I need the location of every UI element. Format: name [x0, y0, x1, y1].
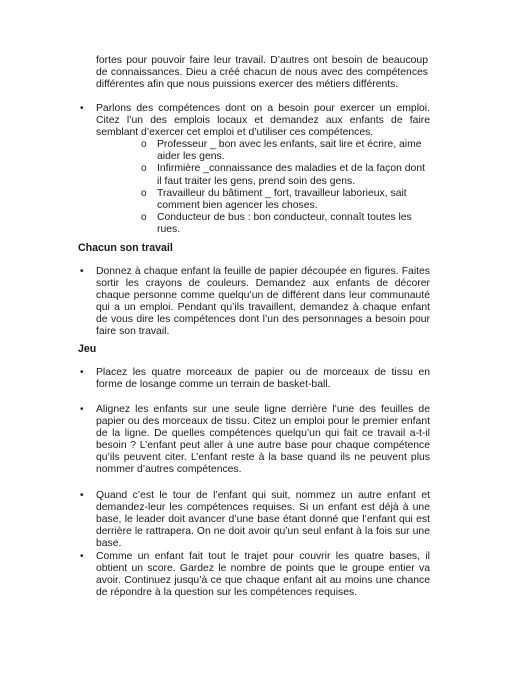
sub-item-text: Conducteur de bus : bon conducteur, connaît toutes les rues. [157, 211, 412, 235]
list-item [78, 404, 430, 477]
bullet-icon: • [80, 103, 84, 114]
circle-bullet-icon: o [141, 139, 147, 151]
sub-item-text: Travailleur du bâtiment _ fort, travailleur laborieux, sait comment bien agencer les choses. [157, 187, 407, 211]
bullet-icon: • [80, 404, 84, 415]
sub-list [78, 139, 430, 236]
section2-bullet-3 [78, 490, 430, 550]
sub-item-text: Professeur _ bon avec les enfants, sait lire et écrire, aime aider les gens. [157, 139, 422, 163]
list-item [78, 266, 430, 339]
bullet-text: Quand c’est le tour de l’enfant qui suit, nommez un autre enfant et demandez-leur les compétences requises. Si un enfant est déjà à une base, le leader doit avancer d’une base étant donné que l’enfant qui est derrière le rattrapera. On ne doit avoir qu’un seul enfant à la fois sur une base. [96, 490, 430, 550]
circle-bullet-icon: o [141, 163, 147, 175]
section1-bullets [78, 266, 430, 339]
bullet-icon: • [80, 490, 84, 501]
intro-bullet [78, 103, 430, 236]
circle-bullet-icon: o [141, 187, 147, 199]
bullet-icon: • [80, 367, 84, 378]
bullet-text: Alignez les enfants sur une seule ligne derrière l’une des feuilles de papier ou des morceaux de tissu. Citez un emploi pour le premier enfant de la ligne. De quelles compétences quelqu’un qui fait ce travail a-t-il besoin ? L’enfant peut aller à une autre base pour chaque compétence qu’ils peuvent citer. L’enfant reste à la base quand ils ne peuvent plus nommer d’autres compétences. [96, 404, 430, 476]
sub-list-item [78, 188, 430, 212]
intro-bullet-text: Parlons des compétences dont on a besoin pour exercer un emploi. Citez l’un des emplois locaux et demandez aux enfants de faire semblant d’exercer cet emploi et d’utiliser ces compétences. [96, 103, 430, 139]
section-heading: Chacun son travail [78, 242, 173, 254]
continuation-paragraph: fortes pour pouvoir faire leur travail. D’autres ont besoin de beaucoup de connaissances. Dieu a créé chacun de nous avec des compétences différentes afin que nous puissions exercer des métiers différents. [96, 55, 428, 91]
list-item [78, 490, 430, 550]
sub-list-item [78, 212, 430, 236]
circle-bullet-icon: o [141, 211, 147, 223]
section2-bullet-2 [78, 404, 430, 477]
bullet-text: Placez les quatre morceaux de papier ou de morceaux de tissu en forme de losange comme un terrain de basket-ball. [96, 367, 430, 391]
section2-bullet-1 [78, 367, 430, 391]
sub-item-text: Infirmière _connaissance des maladies et de la façon dont il faut traiter les gens, prend soin des gens. [157, 163, 426, 187]
sub-list-item [78, 139, 430, 163]
list-item [78, 551, 430, 599]
sub-list-item [78, 163, 430, 187]
bullet-icon: • [80, 266, 84, 277]
bullet-text: Donnez à chaque enfant la feuille de papier découpée en figures. Faites sortir les crayons de couleurs. Demandez aux enfants de décorer chaque personne comme quelqu’un de différent dans leur communauté qui a un emploi. Pendant qu’ils travaillent, demandez à chaque enfant de vous dire les compétences dont l’un des personnages a besoin pour faire son travail. [96, 266, 430, 338]
list-item [78, 103, 430, 139]
section2-bullet-4 [78, 551, 430, 599]
list-item [78, 367, 430, 391]
bullet-text: Comme un enfant fait tout le trajet pour couvrir les quatre bases, il obtient un score. Gardez le nombre de points que le groupe entier va avoir. Continuez jusqu’à ce que chaque enfant ait au moins une chance de répondre à la question sur les compétences requises. [96, 551, 430, 599]
section-heading: Jeu [78, 343, 97, 355]
bullet-icon: • [80, 551, 84, 562]
